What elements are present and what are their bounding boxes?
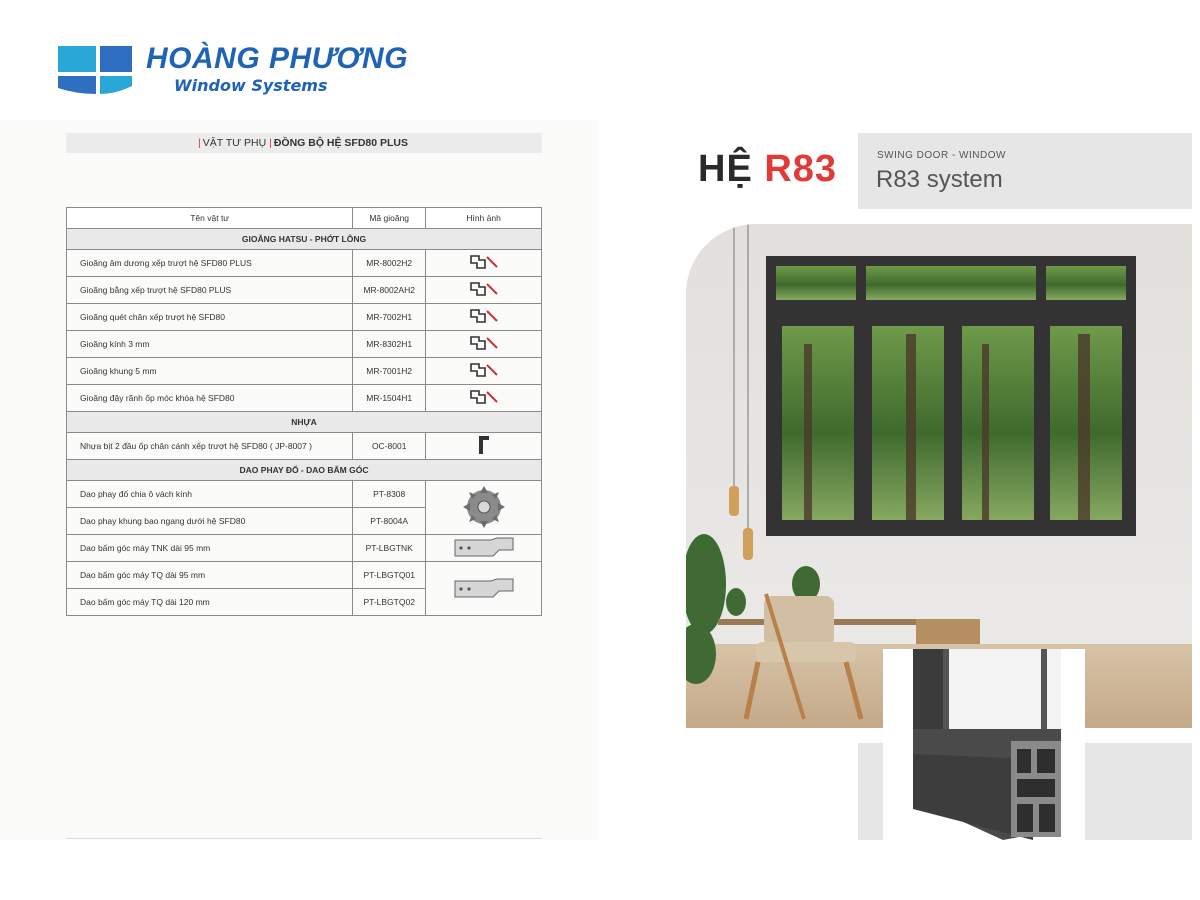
item-name: Dao bấm góc máy TQ dài 120 mm — [67, 589, 353, 616]
brand-logo — [56, 42, 409, 98]
page-title — [698, 148, 837, 191]
tag-category: SWING DOOR - WINDOW — [877, 150, 1006, 161]
row-image — [426, 358, 542, 385]
gasket-profile-icon — [467, 397, 501, 407]
col-header-name: Tên vật tư — [67, 208, 353, 229]
row-image — [426, 385, 542, 412]
header-divider: | — [269, 137, 272, 149]
table-row — [67, 385, 542, 412]
row-image — [426, 250, 542, 277]
group-title: NHỰA — [67, 412, 542, 433]
item-name: Gioăng khung 5 mm — [67, 358, 353, 385]
item-name: Gioăng âm dương xếp trượt hệ SFD80 PLUS — [67, 250, 353, 277]
title-prefix: HỆ — [698, 148, 753, 190]
title-model: R83 — [764, 148, 838, 190]
table-header-row — [67, 208, 542, 229]
plastic-cap-icon — [474, 448, 494, 458]
gasket-profile-icon — [467, 289, 501, 299]
item-code: PT-LBGTQ02 — [353, 589, 426, 616]
table-row — [67, 562, 542, 589]
system-tag — [858, 133, 1192, 209]
col-header-image: Hình ảnh — [426, 208, 542, 229]
milling-cutter-icon — [461, 522, 507, 532]
table-row — [67, 250, 542, 277]
item-code: PT-8308 — [353, 481, 426, 508]
table-body — [67, 229, 542, 616]
item-name: Gioăng kính 3 mm — [67, 331, 353, 358]
header-part1: VẬT TƯ PHỤ — [202, 137, 267, 149]
corner-blade-icon — [453, 591, 515, 601]
item-name: Dao phay đố chia ô vách kính — [67, 481, 353, 508]
table-row — [67, 433, 542, 460]
table-group-row — [67, 412, 542, 433]
item-name: Gioăng quét chân xếp trượt hệ SFD80 — [67, 304, 353, 331]
profile-cutaway-image — [883, 649, 1085, 840]
table-row — [67, 535, 542, 562]
item-code: PT-8004A — [353, 508, 426, 535]
table-row — [67, 277, 542, 304]
brand-subtitle: Window Systems — [174, 76, 328, 95]
row-image — [426, 331, 542, 358]
table-row — [67, 331, 542, 358]
header-part2: ĐỒNG BỘ HỆ SFD80 PLUS — [273, 137, 409, 149]
gasket-profile-icon — [467, 262, 501, 272]
col-header-code: Mã gioăng — [353, 208, 426, 229]
header-divider: | — [198, 137, 201, 149]
item-code: MR-1504H1 — [353, 385, 426, 412]
gasket-profile-icon — [467, 343, 501, 353]
gasket-profile-icon — [467, 316, 501, 326]
item-code: PT-LBGTNK — [353, 535, 426, 562]
row-image — [426, 535, 542, 562]
logo-mark-icon — [56, 42, 136, 98]
row-image — [426, 304, 542, 331]
section-header — [66, 133, 542, 153]
item-name: Gioăng bằng xếp trượt hệ SFD80 PLUS — [67, 277, 353, 304]
corner-blade-icon — [453, 550, 515, 560]
item-code: PT-LBGTQ01 — [353, 562, 426, 589]
brand-name: HOÀNG PHƯƠNG — [146, 42, 409, 75]
item-code: MR-7002H1 — [353, 304, 426, 331]
row-image — [426, 433, 542, 460]
item-name: Gioăng đậy rãnh ốp móc khóa hệ SFD80 — [67, 385, 353, 412]
row-image — [426, 562, 542, 616]
table-row — [67, 481, 542, 508]
item-code: OC-8001 — [353, 433, 426, 460]
table-group-row — [67, 460, 542, 481]
spec-table — [66, 207, 542, 616]
item-code: MR-8002H2 — [353, 250, 426, 277]
group-title: GIOĂNG HATSU - PHỚT LÔNG — [67, 229, 542, 250]
group-title: DAO PHAY ĐỐ - DAO BẤM GÓC — [67, 460, 542, 481]
tag-system-name: R83 system — [876, 166, 1003, 193]
item-name: Dao bấm góc máy TNK dài 95 mm — [67, 535, 353, 562]
item-code: MR-8002AH2 — [353, 277, 426, 304]
gasket-profile-icon — [467, 370, 501, 380]
table-group-row — [67, 229, 542, 250]
item-code: MR-7001H2 — [353, 358, 426, 385]
row-image — [426, 277, 542, 304]
item-name: Dao bấm góc máy TQ dài 95 mm — [67, 562, 353, 589]
aluminum-profile-icon — [883, 649, 1085, 840]
item-name: Dao phay khung bao ngang dưới hệ SFD80 — [67, 508, 353, 535]
table-row — [67, 358, 542, 385]
row-image — [426, 481, 542, 535]
divider — [66, 838, 542, 839]
table-row — [67, 304, 542, 331]
item-name: Nhựa bịt 2 đầu ốp chân cánh xếp trượt hệ SFD80 ( JP-8007 ) — [67, 433, 353, 460]
item-code: MR-8302H1 — [353, 331, 426, 358]
